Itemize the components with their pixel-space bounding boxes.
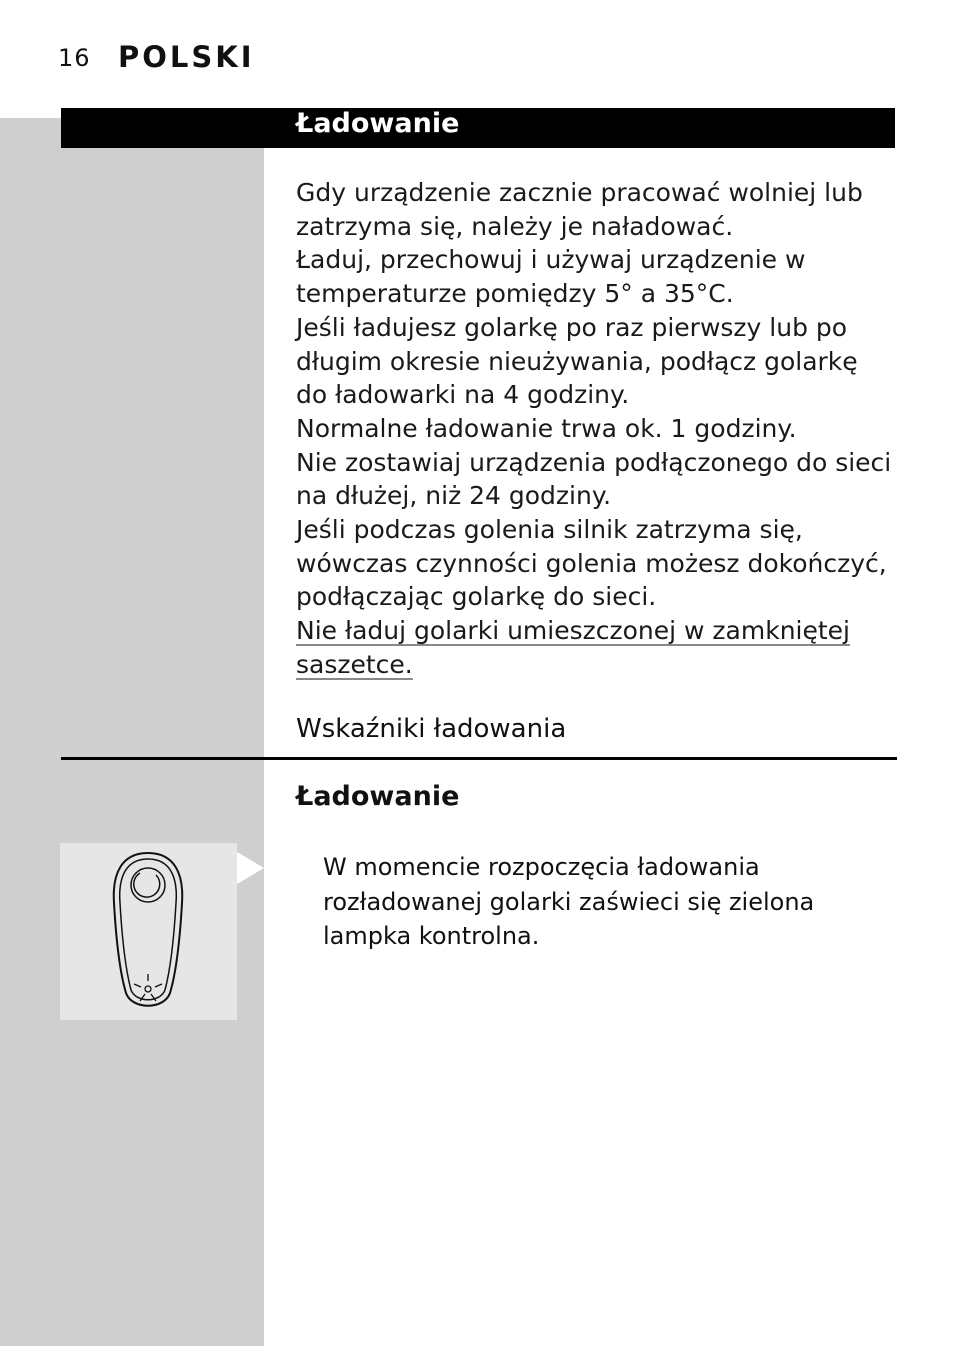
indicators-subheading: Ładowanie [296, 781, 460, 812]
callout-pointer [237, 852, 264, 884]
paragraph: Jeśli ładujesz golarkę po raz pierwszy lub po długim okresie nieużywania, podłącz golarkę do ładowarki na 4 godziny. [296, 312, 858, 410]
indicators-heading: Wskaźniki ładowania [296, 714, 567, 744]
paragraph: Ładuj, przechowuj i używaj urządzenie w temperaturze pomiędzy 5° a 35°C. [296, 245, 806, 309]
paragraph: Normalne ładowanie trwa ok. 1 godziny. [296, 413, 797, 443]
shaver-charging-light-icon [60, 843, 237, 1020]
warning-text: Nie ładuj golarki umieszczonej w zamkniętej saszetce. [296, 616, 851, 679]
shaver-illustration [60, 843, 237, 1020]
divider [61, 757, 897, 760]
warning-paragraph [296, 614, 896, 681]
section-title-bar [61, 108, 895, 148]
page-number: 16 [58, 44, 91, 72]
section-title: Ładowanie [296, 108, 460, 139]
charging-instructions [296, 176, 896, 682]
paragraph: Nie zostawiaj urządzenia podłączonego do sieci na dłużej, niż 24 godziny. [296, 447, 892, 511]
language-header: POLSKI [118, 40, 255, 74]
paragraph: Gdy urządzenie zacznie pracować wolniej lub zatrzyma się, należy je naładować. [296, 178, 863, 241]
left-margin-column [0, 118, 264, 1346]
charging-indicator-description: W momencie rozpoczęcia ładowania rozładowanej golarki zaświeci się zielona lampka kontrolna. [323, 853, 815, 950]
paragraph: Jeśli podczas golenia silnik zatrzyma się, wówczas czynności golenia możesz dokończyć, podłączając golarkę do sieci. [296, 515, 887, 612]
